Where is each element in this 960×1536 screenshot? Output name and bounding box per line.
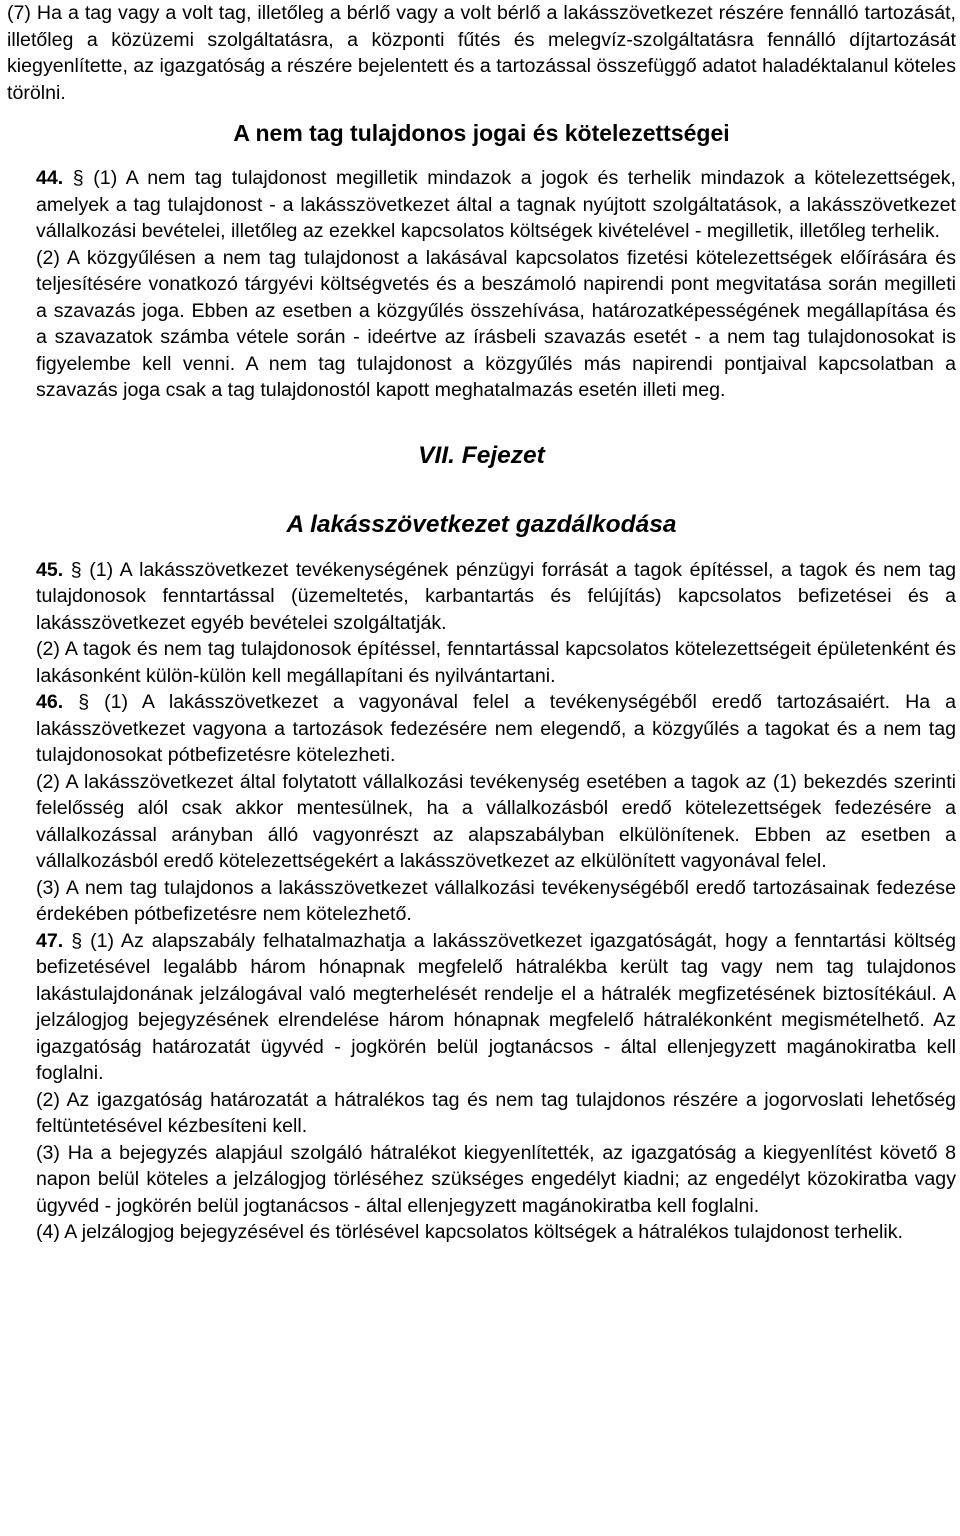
section-number: 47. xyxy=(36,929,64,952)
paragraph-7: (7) Ha a tag vagy a volt tag, illetőleg a bérlő vagy a volt bérlő a lakásszövetkezet részére fennálló tartozását, illetőleg a közüzemi szolgáltatásra, a központi fűtés és melegvíz-szolgáltatásra fennálló díjtartozását kiegyenlítette, az igazgatóság a részére bejelentett és a tartozással összefüggő adatot haladéktalanul köteles törölni. xyxy=(7,2,956,104)
paragraph-47-3: (3) Ha a bejegyzés alapjául szolgáló hátralékot kiegyenlítették, az igazgatóság a kiegyenlítést követő 8 napon belül köteles a jelzálogjog törléséhez szükséges engedélyt kiadni; az engedélyt közokiratba vagy ügyvéd - jogkörén belül jogtanácsos - által ellenjegyzett magánokiratba kell foglalni. xyxy=(36,1141,956,1217)
chapter-title: A lakásszövetkezet gazdálkodása xyxy=(286,510,677,538)
section-number: 46. xyxy=(36,691,64,713)
paragraph-text: (1) A nem tag tulajdonost megilletik mindazok a jogok és terhelik mindazok a kötelezettségek, amelyek a tag tulajdonost - a lakásszövetkezet által a tagnak nyújtott szolgáltatások, a lakásszövetkezet vállalkozási bevételei, illetőleg az ezekkel kapcsolatos költségek kivételével - megilletik, illetőleg terhelik. xyxy=(36,167,957,242)
paragraph-44-2: (2) A közgyűlésen a nem tag tulajdonost a lakásával kapcsolatos fizetési kötelezettségek előírására és teljesítésére vonatkozó tárgyévi költségvetés és a beszámoló napirendi pont megvitatása során megilleti a szavazás joga. Ebben az esetben a közgyűlés összehívása, határozatképességének megállapítása és a szavazatok számba vétele során - ideértve az írásbeli szavazás esetét - a nem tag tulajdonosokat is figyelembe kell venni. A nem tag tulajdonost a közgyűlés más napirendi pontjaival kapcsolatban a szavazás joga csak a tag tulajdonostól kapott meghatalmazás esetén illeti meg. xyxy=(36,246,956,401)
document-page xyxy=(7,0,956,1246)
paragraph-47-1: 47. § (1) Az alapszabály felhatalmazhatja a lakásszövetkezet igazgatóságát, hogy a fenntartási költség befizetésével legalább három hónapnak megfelelő hátralékba került tag vagy nem tag tulajdonos lakástulajdonának jelzálogával való megterhelését rendelje el a hátralék megfizetésének biztosítékául. A jelzálogjog bejegyzésének elrendelése három hónapnak megfelelő hátralékonként megismételhető. Az igazgatóság határozatát ügyvéd - jogkörén belül jogtanácsos - által ellenjegyzett magánokiratba kell foglalni. xyxy=(36,929,956,1084)
paragraph-46-3: (3) A nem tag tulajdonos a lakásszövetkezet vállalkozási tevékenységéből eredő tartozásainak fedezése érdekében pótbefizetésre nem kötelezhető. xyxy=(36,876,956,925)
paragraph-47-4: (4) A jelzálogjog bejegyzésével és törlésével kapcsolatos költségek a hátralékos tulajdonost terhelik. xyxy=(36,1221,903,1243)
paragraph-text: (1) Az alapszabály felhatalmazhatja a lakásszövetkezet igazgatóságát, hogy a fenntartási költség befizetésével legalább három hónapnak megfelelő hátralékba került tag vagy nem tag tulajdonos lakástulajdonának jelzálogával való megterhelését rendelje el a hátralék megfizetésének biztosítékául. A jelzálogjog bejegyzésének elrendelése három hónapnak megfelelő hátralékonként megismételhető. Az igazgatóság határozatát ügyvéd - jogkörén belül jogtanácsos - által ellenjegyzett magánokiratba kell foglalni. xyxy=(36,929,956,1084)
subheading-non-member-owner: A nem tag tulajdonos jogai és kötelezettségei xyxy=(233,120,730,146)
paragraph-46-1: 46. § (1) A lakásszövetkezet a vagyonával felel a tevékenységéből eredő tartozásaiért. Ha a lakásszövetkezet vagyona a tartozások fedezésére nem elegendő, a közgyűlés a tagokat és a nem tag tulajdonosokat pótbefizetésre kötelezheti. xyxy=(36,691,956,766)
paragraph-47-2: (2) Az igazgatóság határozatát a hátralékos tag és nem tag tulajdonos részére a jogorvoslati lehetőség feltüntetésével kézbesíteni kell. xyxy=(36,1088,956,1137)
paragraph-45-1: 45. § (1) A lakásszövetkezet tevékenységének pénzügyi forrását a tagok építéssel, a tagok és nem tag tulajdonosok fenntartással (üzemeltetés, karbantartás és felújítás) kapcsolatos befizetései és a lakásszövetkezet egyéb bevételei szolgáltatják. xyxy=(36,558,956,634)
section-number: 44. xyxy=(36,167,64,189)
paragraph-46-2: (2) A lakásszövetkezet által folytatott vállalkozási tevékenység esetében a tagok az (1) bekezdés szerinti felelősség alól csak akkor mentesülnek, ha a vállalkozásból eredő kötelezettségek fedezésére a vállalkozással arányban álló vagyonrészt az alapszabályban elkülönítenek. Ebben az esetben a vállalkozásból eredő kötelezettségekért a lakásszövetkezet az elkülönített vagyonával felel. xyxy=(36,770,956,872)
paragraph-text: (1) A lakásszövetkezet a vagyonával felel a tevékenységéből eredő tartozásaiért. Ha a lakásszövetkezet vagyona a tartozások fedezésére nem elegendő, a közgyűlés a tagokat és a nem tag tulajdonosokat pótbefizetésre kötelezheti. xyxy=(36,691,956,766)
chapter-number: VII. Fejezet xyxy=(418,441,545,469)
paragraph-44-1: 44. § (1) A nem tag tulajdonost megilletik mindazok a jogok és terhelik mindazok a kötelezettségek, amelyek a tag tulajdonost - a lakásszövetkezet által a tagnak nyújtott szolgáltatások, a lakásszövetkezet vállalkozási bevételei, illetőleg az ezekkel kapcsolatos költségek kivételével - megilletik, illetőleg terhelik. xyxy=(36,167,957,242)
section-number: 45. xyxy=(36,558,64,581)
paragraph-45-2: (2) A tagok és nem tag tulajdonosok építéssel, fenntartással kapcsolatos kötelezettségeit épületenként és lakásonként külön-külön kell megállapítani és nyilvántartani. xyxy=(36,638,956,687)
paragraph-text: (1) A lakásszövetkezet tevékenységének pénzügyi forrását a tagok építéssel, a tagok és nem tag tulajdonosok fenntartással (üzemeltetés, karbantartás és felújítás) kapcsolatos befizetései és a lakásszövetkezet egyéb bevételei szolgáltatják. xyxy=(36,558,956,634)
